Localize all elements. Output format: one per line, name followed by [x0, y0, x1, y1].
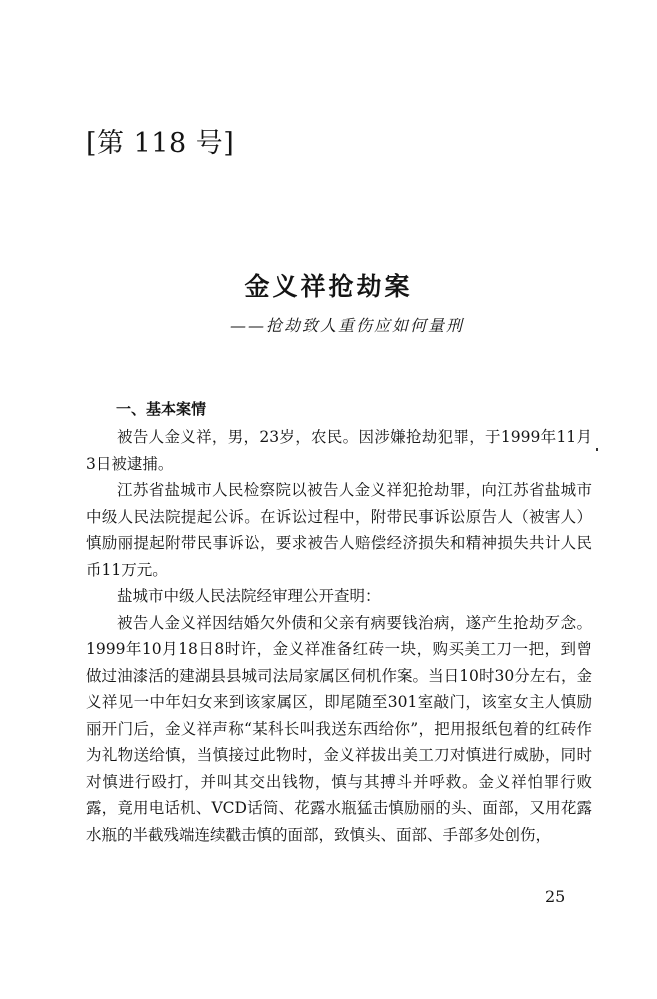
- section-heading: 一、基本案情: [116, 400, 207, 418]
- paragraph-prosecution: 江苏省盐城市人民检察院以被告人金义祥犯抢劫罪，向江苏省盐城市中级人民法院提起公诉。在诉讼过程中，附带民事诉讼原告人（被害人）慎励丽提起附带民事诉讼，要求被告人赔偿经济损失和精神损失共计人民币11万元。: [86, 481, 592, 579]
- page-number: 25: [545, 887, 566, 906]
- paragraph-case-facts: 被告人金义祥因结婚欠外债和父亲有病要钱治病，遂产生抢劫歹念。1999年10月18日8时许，金义祥准备红砖一块，购买美工刀一把，到曾做过油漆活的建湖县县城司法局家属区伺机作案。当日10时30分左右，金义祥见一中年妇女来到该家属区，即尾随至301室敲门，该室女主人慎励丽开门后，金义祥声称“某科长叫我送东西给你”，把用报纸包着的红砖作为礼物送给慎，当慎接过此物时，金义祥拔出美工刀对慎进行威胁，同时对慎进行殴打，并叫其交出钱物，慎与其搏斗并呼救。金义祥怕罪行败露，竟用电话机、VCD话筒、花露水瓶猛击慎励丽的头、面部，又用花露水瓶的半截残端连续戳击慎的面部，致慎头、面部、手部多处创伤，: [86, 613, 592, 844]
- body-text: [86, 424, 592, 848]
- paragraph-court-finding-intro: 盐城市中级人民法院经审理公开查明：: [117, 587, 381, 605]
- case-title: 金义祥抢劫案: [244, 272, 413, 301]
- case-subtitle: ——抢劫致人重伤应如何量刑: [230, 316, 465, 335]
- paragraph-defendant-info: 被告人金义祥，男，23岁，农民。因涉嫌抢劫犯罪，于1999年11月3日被逮捕。: [86, 428, 592, 473]
- case-number: [第 118 号]: [86, 128, 235, 159]
- scan-speck: [596, 448, 598, 451]
